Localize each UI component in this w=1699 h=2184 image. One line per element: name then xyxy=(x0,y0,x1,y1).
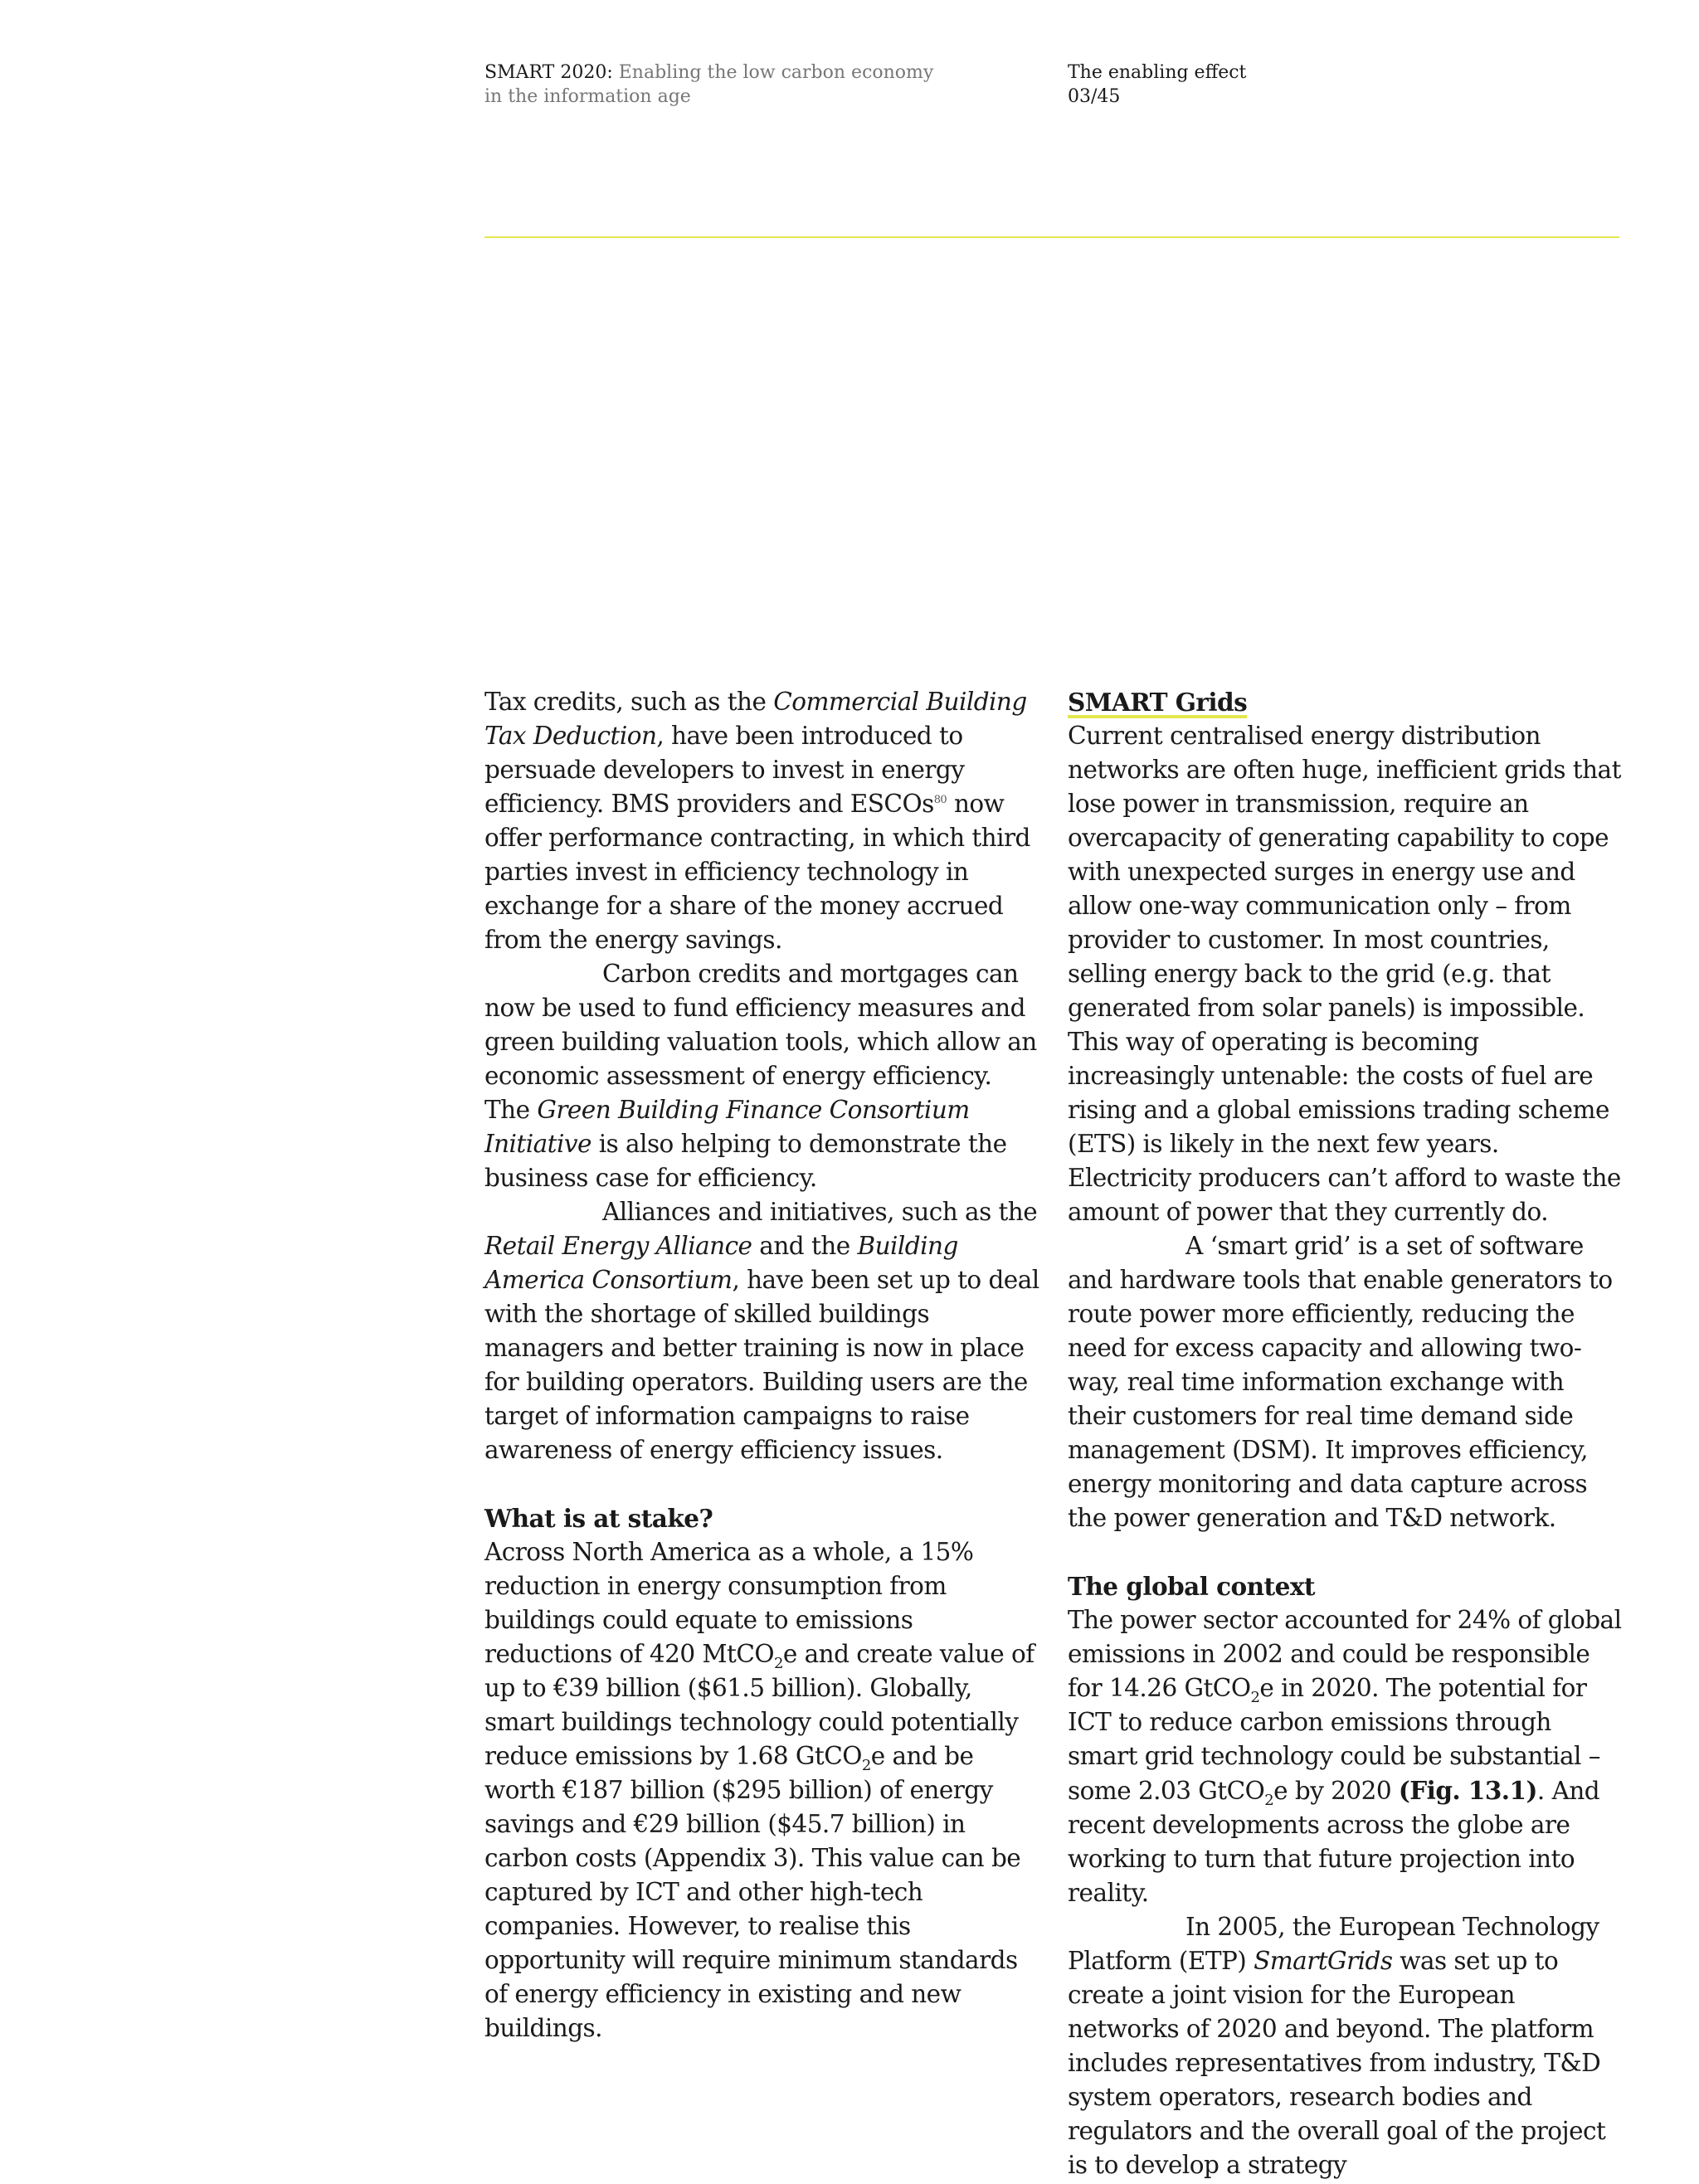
italic-term: Retail Energy Alliance xyxy=(484,1232,752,1260)
footnote-ref: 80 xyxy=(933,794,947,807)
paragraph-tax-credits: Tax credits, such as the Commercial Building Tax Deduction, have been introduced to persuade developers to invest in energy efficiency. BMS providers and ESCOs$^{80}$ now offer performance contracting, in which third parties invest in efficiency technology in exchange for a share of the money accrued from the energy savings. xyxy=(484,688,1030,954)
paragraph-alliances: Alliances and initiatives, such as the Retail Energy Alliance and the Building America Consortium, have been set up to deal with the shortage of skilled buildings managers and better training is now in place for building operators. Building users are the target of information campaigns to raise awareness of energy efficiency issues. xyxy=(484,1198,1039,1464)
section-name: The enabling effect xyxy=(1068,62,1247,83)
right-column xyxy=(1068,685,1624,2182)
spacer xyxy=(484,1467,1040,1501)
italic-term: Commercial Building Tax Deduction xyxy=(484,688,1027,750)
heading-what-is-at-stake: What is at stake? xyxy=(484,1504,713,1533)
paragraph-current-grids: Current centralised energy distribution networks are often huge, inefficient grids that lose power in transmission, require an overcapacity of generating capability to cope with unexpected surges in energy use and allow one-way communication only – from provider to customer. In most countries, selling energy back to the grid (e.g. that generated from solar panels) is impossible. This way of operating is becoming increasingly untenable: the costs of fuel are rising and a global emissions trading scheme (ETS) is likely in the next few years. Electricity producers can’t afford to waste the amount of power that they currently do. xyxy=(1068,722,1621,1226)
italic-term: SmartGrids xyxy=(1254,1947,1393,1975)
page-number: 03/45 xyxy=(1068,86,1121,107)
paragraph-stake: Across North America as a whole, a 15% reduction in energy consumption from buildings could equate to emissions reductions of 420 MtCO$_2$e and create value of up to €39 billion ($61.5 billion). Globally, smart buildings technology could potentially reduce emissions by 1.68 GtCO$_2$e and be worth €187 billion ($295 billion) of energy savings and €29 billion ($45.7 billion) in carbon costs (Appendix 3). This value can be captured by ICT and other high-tech companies. However, to realise this opportunity will require minimum standards of energy efficiency in existing and new buildings. xyxy=(484,1538,1034,2042)
italic-term: Green Building Finance Consortium Initiative xyxy=(484,1096,970,1158)
figure-reference: (Fig. 13.1) xyxy=(1398,1776,1537,1805)
header-divider xyxy=(484,236,1619,238)
spacer xyxy=(1068,1535,1624,1569)
running-header-section xyxy=(1068,61,1482,109)
heading-smart-grids: SMART Grids xyxy=(1068,688,1248,717)
paragraph-smart-grid-definition: A ‘smart grid’ is a set of software and hardware tools that enable generators to route power more efficiently, reducing the need for excess capacity and allowing two-way, real time information exchange with their customers for real time demand side management (DSM). It improves efficiency, energy monitoring and data capture across the power generation and T&D network. xyxy=(1068,1232,1613,1532)
report-subtitle: Enabling the low carbon economy in the information age xyxy=(484,62,934,107)
paragraph-global-context: The power sector accounted for 24% of global emissions in 2002 and could be responsible for 14.26 GtCO$_2$e in 2020. The potential for ICT to reduce carbon emissions through smart grid technology could be substantial – some 2.03 GtCO$_2$e by 2020 (Fig. 13.1). And recent developments across the globe are working to turn that future projection into reality. xyxy=(1068,1606,1622,1907)
left-column xyxy=(484,685,1040,2045)
italic-term: Building America Consortium xyxy=(484,1232,958,1294)
heading-global-context: The global context xyxy=(1068,1572,1315,1601)
running-header-title xyxy=(484,61,949,109)
paragraph-etp-smartgrids: In 2005, the European Technology Platform (ETP) SmartGrids was set up to create a joint vision for the European networks of 2020 and beyond. The platform includes representatives from industry, T&D system operators, research bodies and regulators and the overall goal of the project is to develop a strategy xyxy=(1068,1913,1606,2179)
report-title: SMART 2020: xyxy=(484,62,613,83)
paragraph-carbon-credits: Carbon credits and mortgages can now be used to fund efficiency measures and green building valuation tools, which allow an economic assessment of energy efficiency. The Green Building Finance Consortium Initiative is also helping to demonstrate the business case for efficiency. xyxy=(484,960,1037,1192)
